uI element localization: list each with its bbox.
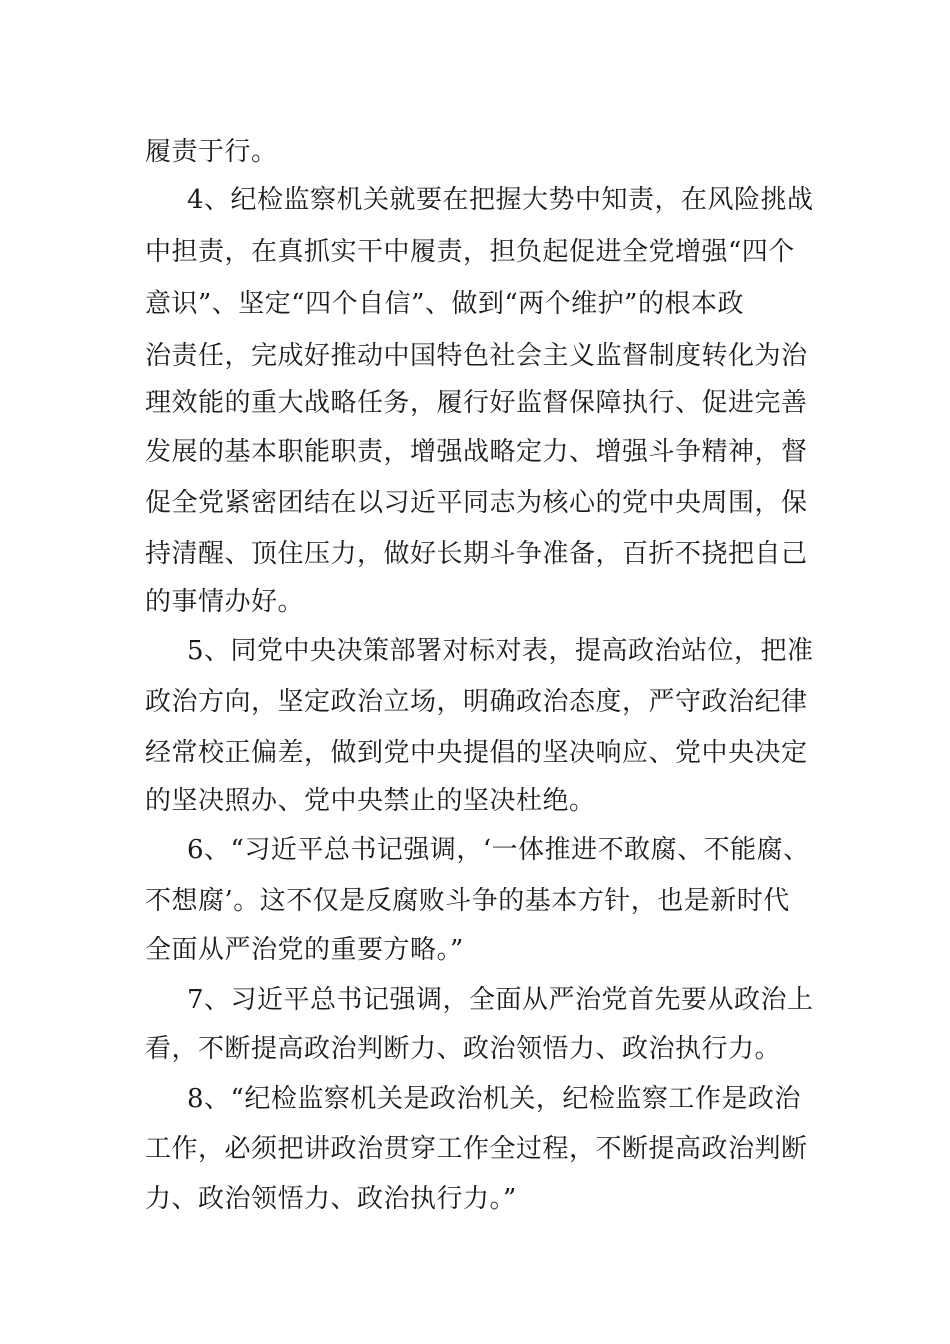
text-line: 的坚决照办、党中央禁止的坚决杜绝。 (145, 786, 596, 816)
text-line: 理效能的重大战略任务，履行好监督保障执行、促进完善 (145, 388, 808, 418)
text-line: 的事情办好。 (145, 587, 305, 617)
paragraph-8-line: 8、“纪检监察机关是政治机关，纪检监察工作是政治 (187, 1084, 801, 1114)
text-line: 治责任，完成好推动中国特色社会主义监督制度转化为治 (145, 341, 808, 371)
text-line: 工作，必须把讲政治贯穿工作全过程，不断提高政治判断 (145, 1134, 808, 1164)
text-line: 促全党紧密团结在以习近平同志为核心的党中央周围，保 (145, 488, 808, 518)
text-line: 全面从严治党的重要方略。” (145, 935, 464, 965)
paragraph-7-line: 7、习近平总书记强调，全面从严治党首先要从政治上 (187, 985, 814, 1015)
text-line: 意识”、坚定“四个自信”、做到“两个维护”的根本政 (145, 289, 744, 319)
text-line: 经常校正偏差，做到党中央提倡的坚决响应、党中央决定 (145, 738, 808, 768)
text-line: 政治方向，坚定政治立场，明确政治态度，严守政治纪律 (145, 687, 808, 717)
text-line: 力、政治领悟力、政治执行力。” (145, 1184, 517, 1214)
text-line: 看，不断提高政治判断力、政治领悟力、政治执行力。 (145, 1034, 782, 1064)
paragraph-6-line: 6、“习近平总书记强调，‘一体推进不敢腐、不能腐、 (187, 835, 810, 865)
text-line: 中担责，在真抓实干中履责，担负起促进全党增强“四个 (145, 237, 795, 267)
text-line: 发展的基本职能职责，增强战略定力、增强斗争精神，督 (145, 437, 808, 467)
paragraph-5-line: 5、同党中央决策部署对标对表，提高政治站位，把准 (187, 636, 814, 666)
text-line: 不想腐’。这不仅是反腐败斗争的基本方针，也是新时代 (145, 886, 790, 916)
text-line: 持清醒、顶住压力，做好长期斗争准备，百折不挠把自己 (145, 539, 808, 569)
paragraph-4-line: 4、纪检监察机关就要在把握大势中知责，在风险挑战 (187, 185, 814, 215)
text-line: 履责于行。 (145, 137, 278, 167)
